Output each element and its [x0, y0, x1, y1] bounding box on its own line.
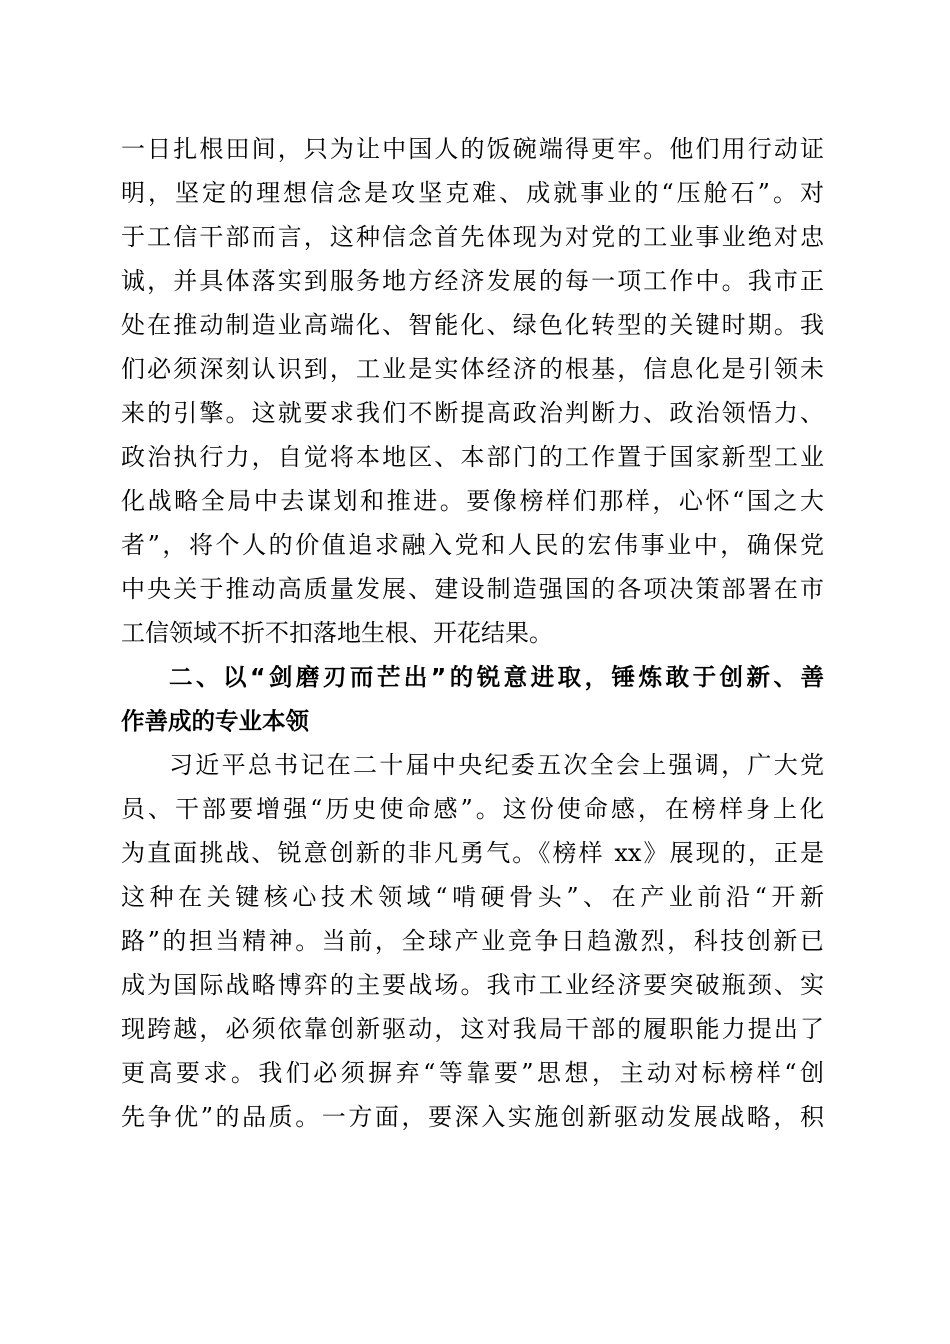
- heading-line: 二、以“剑磨刃而芒出”的锐意进取，锤炼敢于创新、善: [169, 663, 824, 691]
- text-line: 者”，将个人的价值追求融入党和人民的宏伟事业中，确保党: [121, 531, 824, 559]
- document-body: [121, 127, 824, 1139]
- text-line: 路”的担当精神。当前，全球产业竞争日趋激烈，科技创新已: [121, 927, 824, 955]
- text-line: 为直面挑战、锐意创新的非凡勇气。《榜样 xx》展现的，正是: [121, 839, 824, 867]
- text-line: 明，坚定的理想信念是攻坚克难、成就事业的“压舱石”。对: [121, 179, 824, 207]
- text-line: 员、干部要增强“历史使命感”。这份使命感，在榜样身上化: [121, 795, 824, 823]
- text-line: 一日扎根田间，只为让中国人的饭碗端得更牢。他们用行动证: [121, 135, 824, 163]
- text-line: 先争优”的品质。一方面，要深入实施创新驱动发展战略，积: [121, 1103, 824, 1131]
- text-line: 现跨越，必须依靠创新驱动，这对我局干部的履职能力提出了: [121, 1015, 824, 1043]
- text-line: 这种在关键核心技术领域“啃硬骨头”、在产业前沿“开新: [121, 883, 824, 911]
- text-line: 来的引擎。这就要求我们不断提高政治判断力、政治领悟力、: [121, 399, 824, 427]
- text-line: 更高要求。我们必须摒弃“等靠要”思想，主动对标榜样“创: [121, 1059, 824, 1087]
- text-line: 诚，并具体落实到服务地方经济发展的每一项工作中。我市正: [121, 267, 824, 295]
- text-line: 中央关于推动高质量发展、建设制造强国的各项决策部署在市: [121, 575, 824, 603]
- section-heading-2: [121, 655, 824, 743]
- text-line: 于工信干部而言，这种信念首先体现为对党的工业事业绝对忠: [121, 223, 824, 251]
- heading-line: 作善成的专业本领: [121, 707, 309, 735]
- text-line: 习近平总书记在二十届中央纪委五次全会上强调，广大党: [169, 751, 824, 779]
- text-line: 化战略全局中去谋划和推进。要像榜样们那样，心怀“国之大: [121, 487, 824, 515]
- body-paragraph-2: [121, 743, 824, 1139]
- text-line: 工信领域不折不扣落地生根、开花结果。: [121, 619, 553, 647]
- text-line: 处在推动制造业高端化、智能化、绿色化转型的关键时期。我: [121, 311, 824, 339]
- body-paragraph-1: [121, 127, 824, 655]
- text-line: 们必须深刻认识到，工业是实体经济的根基，信息化是引领未: [121, 355, 824, 383]
- text-line: 成为国际战略博弈的主要战场。我市工业经济要突破瓶颈、实: [121, 971, 824, 999]
- text-line: 政治执行力，自觉将本地区、本部门的工作置于国家新型工业: [121, 443, 824, 471]
